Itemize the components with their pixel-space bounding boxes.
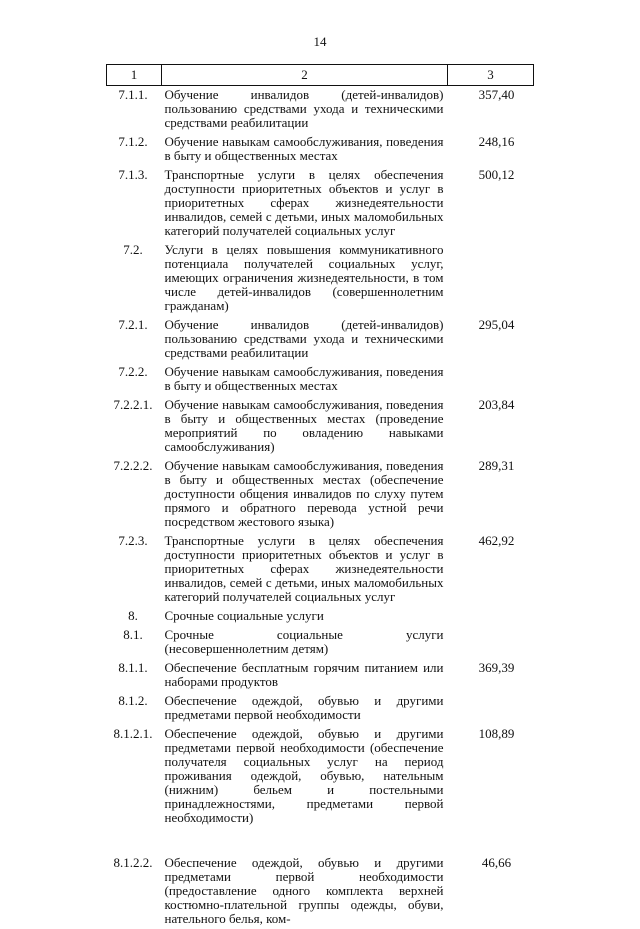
column-header-2: 2 [162, 65, 448, 86]
table-row [107, 457, 534, 532]
table-row [107, 659, 534, 692]
row-price: 248,16 [448, 133, 534, 166]
row-description: Срочные социальные услуги [162, 607, 448, 626]
row-description: Обеспечение одеждой, обувью и другими предметами первой необходимости (предоставление одного комплекта верхней костюмно-плательной группы одежды, обуви, нательного белья, ком- [162, 854, 448, 929]
column-header-3: 3 [448, 65, 534, 86]
row-description: Срочные социальные услуги (несовершеннолетним детям) [162, 626, 448, 659]
row-description: Транспортные услуги в целях обеспечения доступности приоритетных объектов и услуг в приоритетных сферах жизнедеятельности инвалидов, семей с детьми, иных маломобильных категорий получателей социальных услуг [162, 532, 448, 607]
row-spacer [107, 828, 534, 854]
page-number: 14 [0, 34, 640, 50]
row-price: 295,04 [448, 316, 534, 363]
column-header-1: 1 [107, 65, 162, 86]
row-price: 500,12 [448, 166, 534, 241]
row-price [448, 363, 534, 396]
table-row [107, 725, 534, 828]
row-code: 8.1.2.1. [107, 725, 162, 828]
row-description: Обучение навыкам самообслуживания, поведения в быту и общественных местах [162, 363, 448, 396]
row-code: 8.1.1. [107, 659, 162, 692]
row-price: 108,89 [448, 725, 534, 828]
row-price: 357,40 [448, 86, 534, 134]
row-price [448, 626, 534, 659]
table-row [107, 241, 534, 316]
row-description: Обучение инвалидов (детей-инвалидов) пользованию средствами ухода и техническими средствами реабилитации [162, 86, 448, 134]
row-code: 7.1.2. [107, 133, 162, 166]
row-description: Обучение инвалидов (детей-инвалидов) пользованию средствами ухода и техническими средствами реабилитации [162, 316, 448, 363]
table-row [107, 316, 534, 363]
row-code: 8. [107, 607, 162, 626]
table-row [107, 692, 534, 725]
row-description: Обеспечение одеждой, обувью и другими предметами первой необходимости [162, 692, 448, 725]
row-code: 7.1.1. [107, 86, 162, 134]
row-code: 7.2.2.2. [107, 457, 162, 532]
row-description: Обеспечение бесплатным горячим питанием или наборами продуктов [162, 659, 448, 692]
row-code: 7.2.2. [107, 363, 162, 396]
row-description: Обеспечение одеждой, обувью и другими предметами первой необходимости (обеспечение получателя социальных услуг на период проживания одеждой, обувью, нательным (нижним) бельем и постельными принадлежностями, предметами первой необходимости) [162, 725, 448, 828]
row-description: Обучение навыкам самообслуживания, поведения в быту и общественных местах (обеспечение доступности общения инвалидов по слуху путем прямого и обратного перевода устной речи посредством жестового языка) [162, 457, 448, 532]
table-body [107, 86, 534, 929]
row-code: 7.1.3. [107, 166, 162, 241]
table-header [107, 65, 534, 86]
row-code: 7.2. [107, 241, 162, 316]
row-price: 462,92 [448, 532, 534, 607]
row-price: 289,31 [448, 457, 534, 532]
row-price: 46,66 [448, 854, 534, 929]
row-code: 7.2.2.1. [107, 396, 162, 457]
row-code: 7.2.3. [107, 532, 162, 607]
row-code: 8.1. [107, 626, 162, 659]
row-price [448, 692, 534, 725]
table-row [107, 133, 534, 166]
table-row [107, 363, 534, 396]
row-description: Транспортные услуги в целях обеспечения доступности приоритетных объектов и услуг в приоритетных сферах жизнедеятельности инвалидов, семей с детьми, иных маломобильных категорий получателей социальных услуг [162, 166, 448, 241]
row-code: 8.1.2.2. [107, 854, 162, 929]
row-description: Услуги в целях повышения коммуникативного потенциала получателей социальных услуг, имеющих ограничения жизнедеятельности, в том числе детей-инвалидов (совершеннолетним гражданам) [162, 241, 448, 316]
table-row [107, 626, 534, 659]
row-price: 369,39 [448, 659, 534, 692]
tariff-table [106, 64, 534, 929]
table-row [107, 396, 534, 457]
row-description: Обучение навыкам самообслуживания, поведения в быту и общественных местах (проведение мероприятий по овладению навыками самообслуживания) [162, 396, 448, 457]
table-row [107, 532, 534, 607]
row-code: 8.1.2. [107, 692, 162, 725]
row-price: 203,84 [448, 396, 534, 457]
row-description: Обучение навыкам самообслуживания, поведения в быту и общественных местах [162, 133, 448, 166]
row-price [448, 241, 534, 316]
row-code: 7.2.1. [107, 316, 162, 363]
table-row [107, 166, 534, 241]
table-row [107, 607, 534, 626]
table-row [107, 86, 534, 134]
table-row [107, 854, 534, 929]
row-price [448, 607, 534, 626]
